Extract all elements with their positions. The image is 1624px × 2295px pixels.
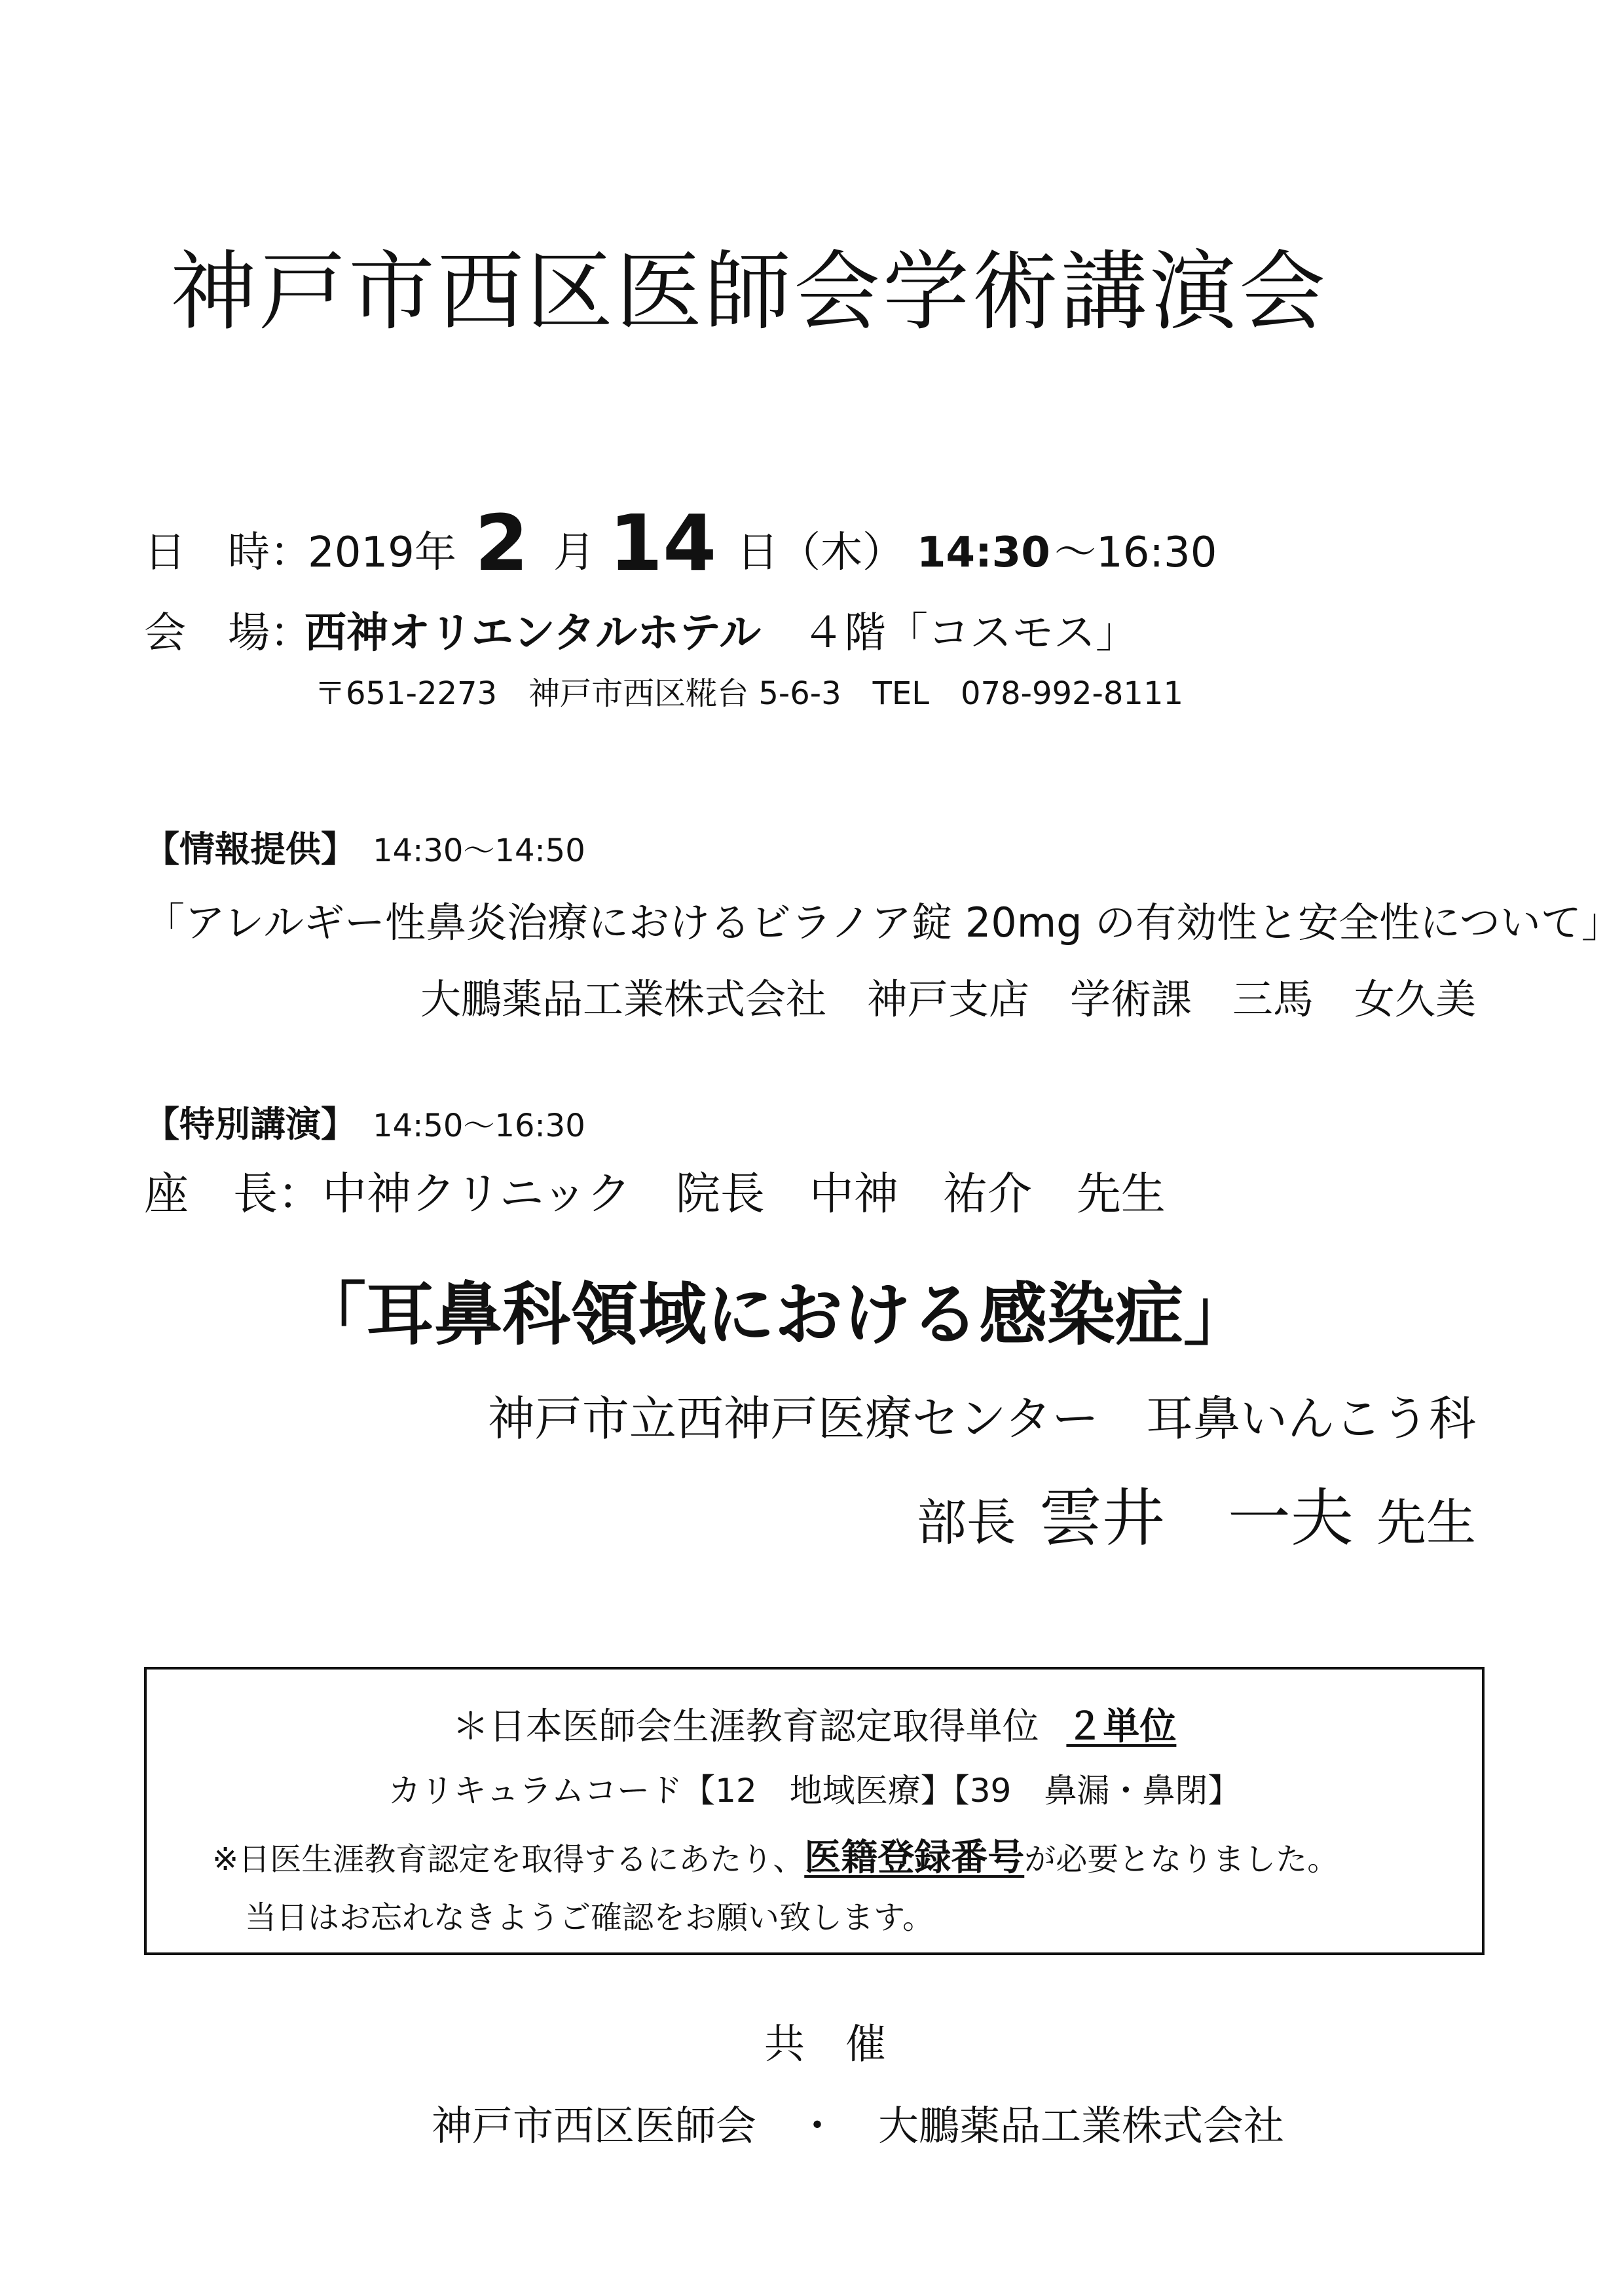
datetime-start: 14:30	[917, 529, 1050, 577]
sponsors-names: 神戸市西区医師会 ・ 大鵬薬品工業株式会社	[431, 2102, 1284, 2150]
credits-emphasis: 医籍登録番号	[804, 1837, 1025, 1879]
venue-address: 〒651-2273 神戸市西区糀台 5-6-3 TEL 078-992-8111	[314, 675, 1184, 712]
lecture-topic: 「耳鼻科領域における感染症」	[298, 1275, 1252, 1354]
datetime-end: ～16:30	[1054, 529, 1217, 577]
lecture-chair: 座 長：中神クリニック 院長 中神 祐介 先生	[144, 1168, 1166, 1220]
info-heading: 【情報提供】	[144, 829, 356, 870]
info-topic: 「アレルギー性鼻炎治療におけるビラノア錠 20mg の有効性と安全性について」	[144, 899, 1622, 946]
datetime-day: 14	[609, 498, 717, 588]
credits-line3	[212, 1837, 1339, 1879]
speaker-name: 雲井 一夫	[1039, 1482, 1354, 1555]
credits-line3-suffix: が必要となりました。	[1024, 1841, 1339, 1878]
lecture-heading: 【特別講演】	[144, 1104, 356, 1145]
datetime-month-unit: 月	[553, 529, 595, 577]
info-time: 14:30～14:50	[373, 832, 585, 869]
sponsors-heading: 共 催	[764, 2020, 886, 2068]
datetime-year: 2019年	[308, 529, 456, 577]
info-header	[144, 829, 585, 870]
credits-line4: 当日はお忘れなきようご確認をお願い致します。	[245, 1899, 934, 1936]
speaker-line	[916, 1482, 1476, 1559]
venue-floor: ４階「コスモス」	[802, 609, 1137, 658]
lecture-time: 14:50～16:30	[373, 1108, 585, 1144]
credits-box	[144, 1667, 1485, 1955]
speaker-title: 部長	[916, 1493, 1016, 1552]
credits-line2: カリキュラムコード【12 地域医療】【39 鼻漏・鼻閉】	[388, 1772, 1241, 1810]
lecture-header	[144, 1104, 585, 1145]
info-presenter: 大鵬薬品工業株式会社 神戸支店 学術課 三馬 女久美	[420, 975, 1476, 1023]
speaker-suffix: 先生	[1376, 1493, 1476, 1552]
datetime-month: 2	[475, 498, 529, 588]
speaker-affiliation: 神戸市立西神戸医療センター 耳鼻いんこう科	[487, 1391, 1476, 1446]
datetime-label: 日 時：	[144, 529, 312, 577]
credits-line3-prefix: ※日医生涯教育認定を取得するにあたり、	[212, 1841, 805, 1878]
page-title: 神戸市西区医師会学術講演会	[170, 242, 1328, 343]
credits-units: ２単位	[1066, 1706, 1177, 1748]
venue-label: 会 場：	[144, 609, 312, 658]
datetime-day-unit: 日（木）	[737, 529, 904, 577]
credits-line1	[147, 1706, 1482, 1748]
venue-name: 西神オリエンタルホテル	[304, 609, 761, 658]
credits-line1-prefix: ＊日本医師会生涯教育認定取得単位	[452, 1706, 1039, 1748]
